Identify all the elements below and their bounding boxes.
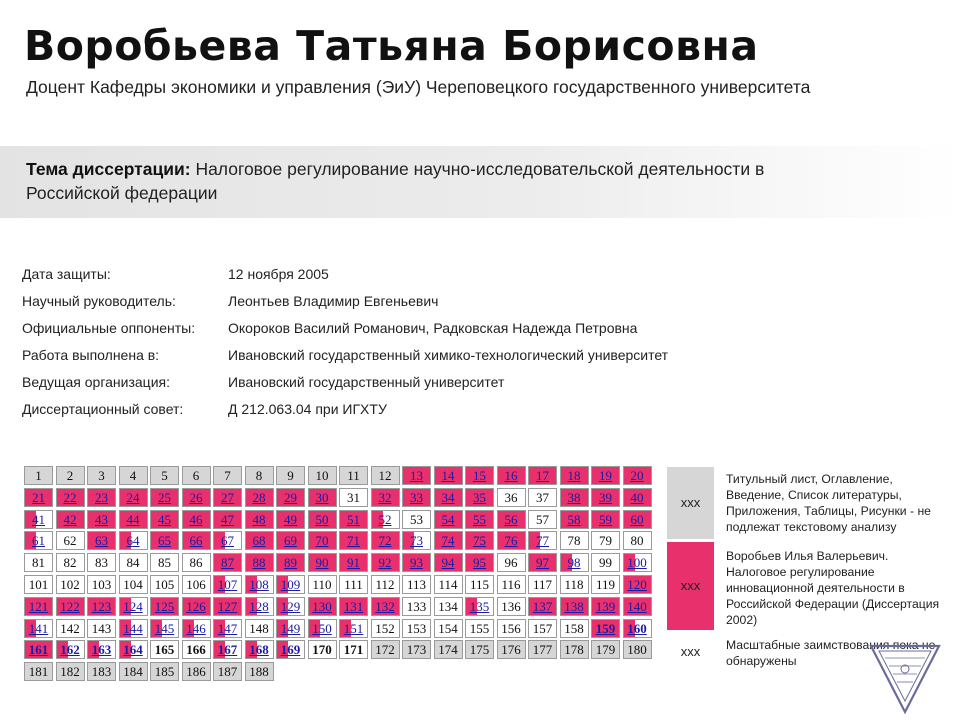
page-cell[interactable]: 91 [339, 553, 368, 572]
page-cell: 187 [213, 662, 242, 681]
page-cell[interactable]: 46 [182, 510, 211, 529]
page-cell: 10 [308, 466, 337, 485]
page-cell[interactable]: 58 [560, 510, 589, 529]
page-cell[interactable]: 95 [465, 553, 494, 572]
page-cell[interactable]: 17 [528, 466, 557, 485]
page-cell[interactable]: 129 [276, 597, 305, 616]
page-cell[interactable]: 54 [434, 510, 463, 529]
page-cell: 104 [119, 575, 148, 594]
page-cell[interactable]: 63 [87, 531, 116, 550]
page-cell[interactable]: 169 [276, 640, 305, 659]
page-cell: 53 [402, 510, 431, 529]
page-cell[interactable]: 65 [150, 531, 179, 550]
page-cell[interactable]: 88 [245, 553, 274, 572]
page-cell: 175 [465, 640, 494, 659]
legend-swatch-borrowed: xxx [667, 542, 714, 630]
page-cell[interactable]: 141 [24, 619, 53, 638]
page-cell[interactable]: 22 [56, 488, 85, 507]
info-value: Д 212.063.04 при ИГХТУ [228, 401, 387, 417]
page-cell[interactable]: 67 [213, 531, 242, 550]
page-cell[interactable]: 38 [560, 488, 589, 507]
page-cell[interactable]: 145 [150, 619, 179, 638]
page-cell: 155 [465, 619, 494, 638]
page-cell: 86 [182, 553, 211, 572]
dissernet-seal-icon [865, 638, 945, 718]
info-label: Научный руководитель: [22, 293, 176, 309]
page-cell[interactable]: 69 [276, 531, 305, 550]
page-cell[interactable]: 59 [591, 510, 620, 529]
page-cell: 158 [560, 619, 589, 638]
page-cell[interactable]: 97 [528, 553, 557, 572]
page-cell[interactable]: 164 [119, 640, 148, 659]
page-cell[interactable]: 20 [623, 466, 652, 485]
page-cell: 171 [339, 640, 368, 659]
page-cell: 110 [308, 575, 337, 594]
page-cell[interactable]: 94 [434, 553, 463, 572]
page-cell: 2 [56, 466, 85, 485]
page-cell: 181 [24, 662, 53, 681]
page-cell[interactable]: 87 [213, 553, 242, 572]
page-cell: 9 [276, 466, 305, 485]
info-label: Ведущая организация: [22, 374, 170, 390]
page-cell[interactable]: 89 [276, 553, 305, 572]
legend-text-clean: Масштабные заимствования пока не обнаружены [726, 638, 936, 668]
page-cell: 82 [56, 553, 85, 572]
page-cell[interactable]: 30 [308, 488, 337, 507]
page-cell[interactable]: 14 [434, 466, 463, 485]
page-cell: 112 [371, 575, 400, 594]
page-cell: 166 [182, 640, 211, 659]
page-cell: 62 [56, 531, 85, 550]
page-cell: 12 [371, 466, 400, 485]
author-position: Доцент Кафедры экономики и управления (ЭиУ) Череповецкого государственного университета [26, 77, 811, 97]
page-cell[interactable]: 15 [465, 466, 494, 485]
page-cell[interactable]: 44 [119, 510, 148, 529]
page-cell[interactable]: 127 [213, 597, 242, 616]
page-cell[interactable]: 135 [465, 597, 494, 616]
page-cell[interactable]: 52 [371, 510, 400, 529]
page-cell[interactable]: 161 [24, 640, 53, 659]
author-name: Воробьева Татьяна Борисовна [24, 22, 759, 70]
page-cell: 184 [119, 662, 148, 681]
page-cell: 157 [528, 619, 557, 638]
page-cell: 96 [497, 553, 526, 572]
info-value: Окороков Василий Романович, Радковская Надежда Петровна [228, 320, 638, 336]
page-cell[interactable]: 108 [245, 575, 274, 594]
page-cell[interactable]: 123 [87, 597, 116, 616]
page-cell: 85 [150, 553, 179, 572]
thesis-banner [0, 146, 960, 218]
page-cell[interactable]: 64 [119, 531, 148, 550]
thesis-text [26, 157, 826, 205]
page-cell: 180 [623, 640, 652, 659]
page-cell[interactable]: 45 [150, 510, 179, 529]
page-cell: 37 [528, 488, 557, 507]
page-cell: 8 [245, 466, 274, 485]
page-cell: 78 [560, 531, 589, 550]
page-cell[interactable]: 18 [560, 466, 589, 485]
info-value: Ивановский государственный химико-технологический университет [228, 347, 669, 363]
page-cell[interactable]: 71 [339, 531, 368, 550]
page-cell[interactable]: 32 [371, 488, 400, 507]
page-cell[interactable]: 151 [339, 619, 368, 638]
page-cell[interactable]: 66 [182, 531, 211, 550]
info-value: 12 ноября 2005 [228, 266, 329, 282]
page-cell[interactable]: 90 [308, 553, 337, 572]
page-cell: 173 [402, 640, 431, 659]
page-cell[interactable]: 167 [213, 640, 242, 659]
page-cell[interactable]: 33 [402, 488, 431, 507]
info-label: Работа выполнена в: [22, 347, 160, 363]
page-cell: 188 [245, 662, 274, 681]
page-cell: 186 [182, 662, 211, 681]
page-cell[interactable]: 160 [623, 619, 652, 638]
page-cell: 119 [591, 575, 620, 594]
page-cell[interactable]: 137 [528, 597, 557, 616]
page-cell[interactable]: 74 [434, 531, 463, 550]
page-cell[interactable]: 21 [24, 488, 53, 507]
page-cell[interactable]: 98 [560, 553, 589, 572]
page-cell: 115 [465, 575, 494, 594]
page-cell[interactable]: 47 [213, 510, 242, 529]
page-cell[interactable]: 26 [182, 488, 211, 507]
page-cell: 36 [497, 488, 526, 507]
page-cell: 118 [560, 575, 589, 594]
page-cell: 103 [87, 575, 116, 594]
thesis-topic: Налоговое регулирование научно-исследовательской деятельности в Российской федерации [26, 159, 765, 203]
page-cell[interactable]: 93 [402, 553, 431, 572]
legend-swatch-clean: xxx [667, 633, 714, 670]
page-cell: 117 [528, 575, 557, 594]
info-label: Дата защиты: [22, 266, 111, 282]
page-cell: 172 [371, 640, 400, 659]
page-cell[interactable]: 77 [528, 531, 557, 550]
page-cell[interactable]: 76 [497, 531, 526, 550]
page-cell[interactable]: 48 [245, 510, 274, 529]
page-cell: 133 [402, 597, 431, 616]
page-cell: 142 [56, 619, 85, 638]
legend-swatch-excluded: xxx [667, 467, 714, 539]
page-cell[interactable]: 100 [623, 553, 652, 572]
page-cell[interactable]: 49 [276, 510, 305, 529]
legend-text-borrowed: Воробьев Илья Валерьевич. Налоговое регулирование инновационной деятельности в Российской Федерации (Диссертация 2002) [726, 549, 940, 627]
page-cell[interactable]: 120 [623, 575, 652, 594]
page-cell[interactable]: 125 [150, 597, 179, 616]
page-cell[interactable]: 42 [56, 510, 85, 529]
page-cell: 143 [87, 619, 116, 638]
page-cell: 154 [434, 619, 463, 638]
page-cell: 84 [119, 553, 148, 572]
page-cell: 3 [87, 466, 116, 485]
page-cell[interactable]: 147 [213, 619, 242, 638]
page-cell[interactable]: 140 [623, 597, 652, 616]
page-cell: 83 [87, 553, 116, 572]
page-cell: 152 [371, 619, 400, 638]
page-cell[interactable]: 41 [24, 510, 53, 529]
page-cell: 183 [87, 662, 116, 681]
page-cell: 7 [213, 466, 242, 485]
page-cell: 1 [24, 466, 53, 485]
page-cell: 174 [434, 640, 463, 659]
page-cell: 5 [150, 466, 179, 485]
page-cell[interactable]: 27 [213, 488, 242, 507]
page-cell[interactable]: 75 [465, 531, 494, 550]
page-cell[interactable]: 159 [591, 619, 620, 638]
page-cell: 182 [56, 662, 85, 681]
page-cell[interactable]: 16 [497, 466, 526, 485]
page-cell: 148 [245, 619, 274, 638]
page-cell: 185 [150, 662, 179, 681]
page-cell: 79 [591, 531, 620, 550]
page-cell[interactable]: 61 [24, 531, 53, 550]
page-cell: 101 [24, 575, 53, 594]
page-cell: 170 [308, 640, 337, 659]
page-cell: 57 [528, 510, 557, 529]
info-label: Диссертационный совет: [22, 401, 184, 417]
info-label: Официальные оппоненты: [22, 320, 196, 336]
page-cell: 156 [497, 619, 526, 638]
page-cell[interactable]: 60 [623, 510, 652, 529]
page-cell[interactable]: 122 [56, 597, 85, 616]
page-cell[interactable]: 70 [308, 531, 337, 550]
page-cell: 102 [56, 575, 85, 594]
page-cell[interactable]: 131 [339, 597, 368, 616]
page-cell[interactable]: 109 [276, 575, 305, 594]
page-cell[interactable]: 162 [56, 640, 85, 659]
page-cell[interactable]: 146 [182, 619, 211, 638]
page-cell[interactable]: 132 [371, 597, 400, 616]
page-cell: 99 [591, 553, 620, 572]
page-cell[interactable]: 121 [24, 597, 53, 616]
page-cell: 179 [591, 640, 620, 659]
page-cell[interactable]: 39 [591, 488, 620, 507]
page-cell[interactable]: 130 [308, 597, 337, 616]
page-cell: 165 [150, 640, 179, 659]
page-cell[interactable]: 55 [465, 510, 494, 529]
page-cell[interactable]: 144 [119, 619, 148, 638]
page-cell: 105 [150, 575, 179, 594]
page-cell: 116 [497, 575, 526, 594]
page-cell: 114 [434, 575, 463, 594]
page-cell[interactable]: 138 [560, 597, 589, 616]
page-cell: 177 [528, 640, 557, 659]
page-cell: 31 [339, 488, 368, 507]
info-value: Леонтьев Владимир Евгеньевич [228, 293, 439, 309]
legend-text-excluded: Титульный лист, Оглавление, Введение, Список литературы, Приложения, Таблицы, Рисунки - не подлежат текстовому анализу [726, 472, 931, 534]
page-cell[interactable]: 126 [182, 597, 211, 616]
page-cell[interactable]: 150 [308, 619, 337, 638]
page-cell: 113 [402, 575, 431, 594]
page-cell: 6 [182, 466, 211, 485]
info-value: Ивановский государственный университет [228, 374, 505, 390]
page-cell: 178 [560, 640, 589, 659]
page-cell[interactable]: 19 [591, 466, 620, 485]
page-cell[interactable]: 56 [497, 510, 526, 529]
page-cell[interactable]: 24 [119, 488, 148, 507]
page-cell[interactable]: 13 [402, 466, 431, 485]
page-cell[interactable]: 72 [371, 531, 400, 550]
page-cell: 81 [24, 553, 53, 572]
page-cell[interactable]: 23 [87, 488, 116, 507]
page-cell: 153 [402, 619, 431, 638]
page-cell[interactable]: 34 [434, 488, 463, 507]
page-cell: 11 [339, 466, 368, 485]
page-cell: 4 [119, 466, 148, 485]
page-cell[interactable]: 50 [308, 510, 337, 529]
page-cell[interactable]: 29 [276, 488, 305, 507]
page-cell[interactable]: 124 [119, 597, 148, 616]
page-cell[interactable]: 107 [213, 575, 242, 594]
thesis-label: Тема диссертации: [26, 159, 191, 179]
page-cell[interactable]: 73 [402, 531, 431, 550]
page-cell[interactable]: 139 [591, 597, 620, 616]
page-cell[interactable]: 128 [245, 597, 274, 616]
page-cell[interactable]: 163 [87, 640, 116, 659]
page-cell[interactable]: 149 [276, 619, 305, 638]
page-cell[interactable]: 40 [623, 488, 652, 507]
page-cell[interactable]: 51 [339, 510, 368, 529]
page-cell: 80 [623, 531, 652, 550]
page-cell: 176 [497, 640, 526, 659]
page-cell: 111 [339, 575, 368, 594]
page-cell: 106 [182, 575, 211, 594]
page-cell[interactable]: 68 [245, 531, 274, 550]
page-cell[interactable]: 25 [150, 488, 179, 507]
page-cell[interactable]: 43 [87, 510, 116, 529]
page-cell[interactable]: 92 [371, 553, 400, 572]
page-cell[interactable]: 35 [465, 488, 494, 507]
page-cell[interactable]: 168 [245, 640, 274, 659]
page-cell: 134 [434, 597, 463, 616]
page-cell: 136 [497, 597, 526, 616]
page-cell[interactable]: 28 [245, 488, 274, 507]
